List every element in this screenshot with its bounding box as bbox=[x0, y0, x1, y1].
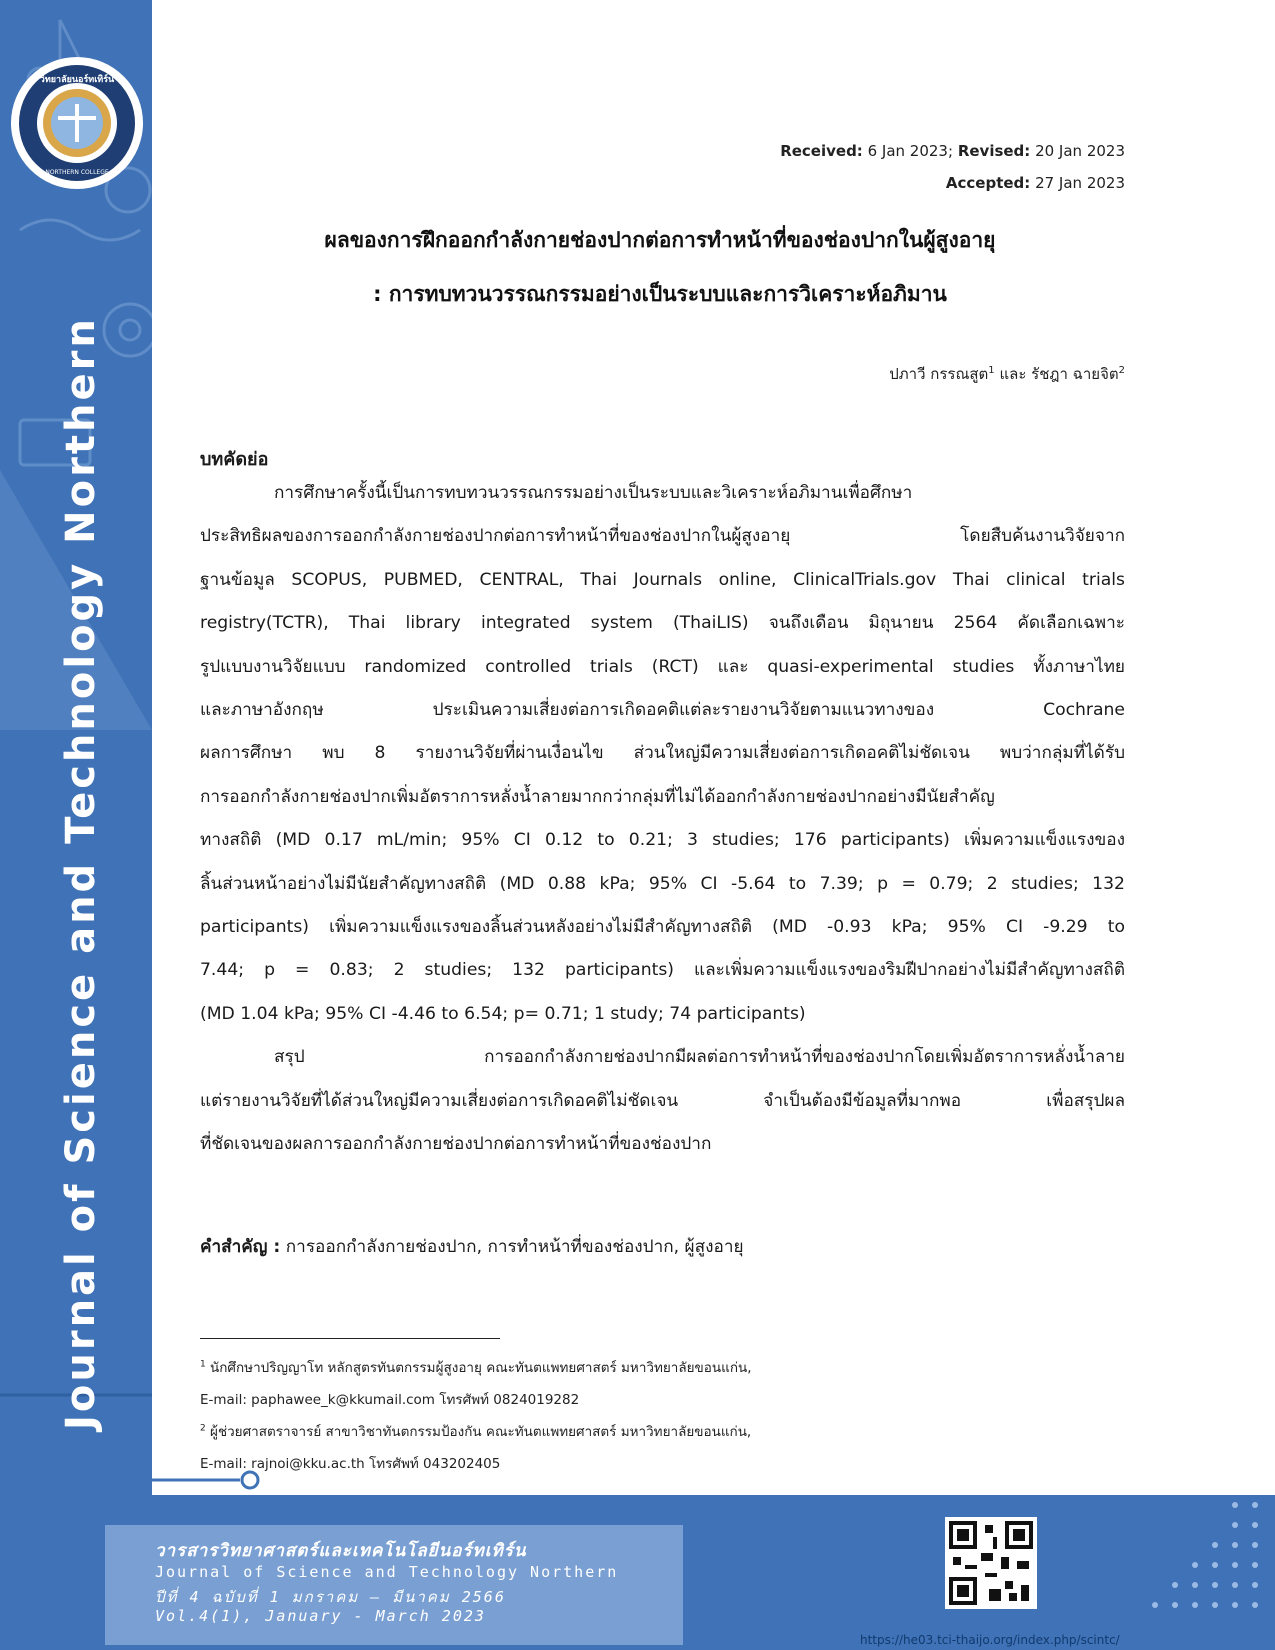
keywords-text: การออกกำลังกายช่องปาก, การทำหน้าที่ของช่องปาก, ผู้สูงอายุ bbox=[285, 1237, 744, 1257]
paper-title-line1: ผลของการฝึกออกกำลังกายช่องปากต่อการทำหน้าที่ของช่องปากในผู้สูงอายุ bbox=[324, 228, 996, 252]
received-date: 6 Jan 2023; bbox=[867, 142, 954, 160]
circuit-line-decor bbox=[0, 1460, 300, 1490]
footnote-1 bbox=[200, 1356, 752, 1378]
revised-label: Revised: bbox=[957, 142, 1031, 160]
abstract-line: การศึกษาครั้งนี้เป็นการทบทวนวรรณกรรมอย่างเป็นระบบและวิเคราะห์อภิมานเพื่อศึกษา bbox=[274, 483, 913, 503]
revised-date: 20 Jan 2023 bbox=[1035, 142, 1125, 160]
footnote-divider bbox=[200, 1338, 500, 1339]
abstract-line: ฐานข้อมูล SCOPUS, PUBMED, CENTRAL, Thai Journals online, ClinicalTrials.gov Thai clinical trials bbox=[200, 569, 1125, 590]
paper-title-line2: : การทบทวนวรรณกรรมอย่างเป็นระบบและการวิเคราะห์อภิมาน bbox=[373, 282, 947, 306]
abstract-line: (MD 1.04 kPa; 95% CI -4.46 to 6.54; p= 0.71; 1 study; 74 participants) bbox=[200, 1003, 806, 1024]
abstract-line: ผลการศึกษา พบ 8 รายงานวิจัยที่ผ่านเงื่อนไข ส่วนใหญ่มีความเสี่ยงต่อการเกิดอคติไม่ชัดเจน พบว่ากลุ่มที่ได้รับ bbox=[200, 743, 1125, 764]
abstract-heading: บทคัดย่อ bbox=[200, 449, 269, 470]
footnote-2-sup: 2 bbox=[200, 1423, 206, 1434]
abstract-line: และภาษาอังกฤษ ประเมินความเสี่ยงต่อการเกิดอคติแต่ละรายงานวิจัยตามแนวทางของ Cochrane bbox=[200, 700, 1125, 721]
abstract-line: registry(TCTR), Thai library integrated system (ThaiLIS) จนถึงเดือน มิถุนายน 2564 คัดเลือกเฉพาะ bbox=[200, 613, 1125, 634]
abstract-line: รูปแบบงานวิจัยแบบ randomized controlled trials (RCT) และ quasi-experimental studies ทั้งภาษาไทย bbox=[200, 656, 1125, 677]
footnote-2-text: ผู้ช่วยศาสตราจารย์ สาขาวิชาทันตกรรมป้องกัน คณะทันตแพทยศาสตร์ มหาวิทยาลัยขอนแก่น, bbox=[210, 1424, 752, 1440]
author-2: รัชฎา ฉายจิต bbox=[1031, 365, 1119, 383]
abstract-line: ทางสถิติ (MD 0.17 mL/min; 95% CI 0.12 to 0.21; 3 studies; 176 participants) เพิ่มความแข็งแรงของ bbox=[200, 830, 1125, 851]
keywords bbox=[200, 1232, 744, 1260]
received-label: Received: bbox=[780, 142, 863, 160]
dot-pattern-decor bbox=[1095, 1495, 1275, 1650]
conclusion-line: สรุป การออกกำลังกายช่องปากมีผลต่อการทำหน้าที่ของช่องปากโดยเพิ่มอัตราการหลั่งน้ำลาย bbox=[274, 1047, 1125, 1068]
conclusion-line: ที่ชัดเจนของผลการออกกำลังกายช่องปากต่อการทำหน้าที่ของช่องปาก bbox=[200, 1134, 712, 1155]
author-1-sup: 1 bbox=[988, 365, 995, 376]
author-1: ปภาวี กรรณสูต bbox=[889, 365, 989, 383]
college-logo bbox=[10, 56, 144, 190]
abstract-line: ประสิทธิผลของการออกกำลังกายช่องปากต่อการทำหน้าที่ของช่องปากในผู้สูงอายุ โดยสืบค้นงานวิจัยจาก bbox=[200, 526, 1125, 547]
footer-issue-english: Vol.4(1), January - March 2023 bbox=[155, 1607, 486, 1625]
conclusion-line: แต่รายงานวิจัยที่ได้ส่วนใหญ่มีความเสี่ยงต่อการเกิดอคติไม่ชัดเจน จำเป็นต้องมีข้อมูลที่มากพอ เพื่อสรุปผล bbox=[200, 1090, 1125, 1111]
keywords-label: คำสำคัญ : bbox=[200, 1237, 281, 1257]
abstract-line: participants) เพิ่มความแข็งแรงของลิ้นส่วนหลังอย่างไม่มีสำคัญทางสถิติ (MD -0.93 kPa; 95% CI -9.29 to bbox=[200, 917, 1125, 938]
footer-issue-thai: ปีที่ 4 ฉบับที่ 1 มกราคม – มีนาคม 2566 bbox=[155, 1588, 506, 1606]
sidebar-band bbox=[0, 0, 152, 1650]
logo-text-top: วิทยาลัยนอร์ทเทิร์น bbox=[39, 75, 115, 85]
journal-url-link[interactable]: https://he03.tci-thaijo.org/index.php/scintc/ bbox=[860, 1633, 1120, 1647]
abstract-body bbox=[200, 472, 1125, 1167]
footer-journal-thai: วารสารวิทยาศาสตร์และเทคโนโลยีนอร์ทเทิร์น bbox=[155, 1541, 527, 1561]
footer-journal-english: Journal of Science and Technology Northern bbox=[155, 1563, 619, 1581]
received-dates bbox=[780, 142, 1125, 160]
accepted-date: 27 Jan 2023 bbox=[1035, 174, 1125, 192]
footnote-2 bbox=[200, 1420, 751, 1442]
journal-vertical-title: Journal of Science and Technology Northern bbox=[58, 316, 104, 1430]
abstract-line: ลิ้นส่วนหน้าอย่างไม่มีนัยสำคัญทางสถิติ (MD 0.88 kPa; 95% CI -5.64 to 7.39; p = 0.79; 2 studies; 132 bbox=[200, 873, 1125, 894]
author-2-sup: 2 bbox=[1118, 365, 1125, 376]
accepted-date-line bbox=[946, 174, 1125, 192]
author-conjunction: และ bbox=[999, 365, 1027, 383]
author-line bbox=[889, 362, 1125, 386]
qr-code-icon[interactable] bbox=[945, 1517, 1037, 1609]
abstract-line: 7.44; p = 0.83; 2 studies; 132 participants) และเพิ่มความแข็งแรงของริมฝีปากอย่างไม่มีสำคัญทางสถิติ bbox=[200, 960, 1125, 981]
footnote-2-email: E-mail: rajnoi@kku.ac.th โทรศัพท์ 043202405 bbox=[200, 1456, 501, 1472]
accepted-label: Accepted: bbox=[945, 174, 1031, 192]
footnote-1-text: นักศึกษาปริญญาโท หลักสูตรทันตกรรมผู้สูงอายุ คณะทันตแพทยศาสตร์ มหาวิทยาลัยขอนแก่น, bbox=[210, 1360, 752, 1376]
logo-text-bottom: NORTHERN COLLEGE bbox=[45, 169, 109, 176]
footnote-1-sup: 1 bbox=[200, 1359, 206, 1370]
abstract-line: การออกกำลังกายช่องปากเพิ่มอัตราการหลั่งน้ำลายมากกว่ากลุ่มที่ไม่ได้ออกกำลังกายช่องปากอย่างมีนัยสำคัญ bbox=[200, 786, 995, 807]
footer-band bbox=[0, 1495, 1275, 1650]
footnote-1-email: E-mail: paphawee_k@kkumail.com โทรศัพท์ 0824019282 bbox=[200, 1392, 580, 1408]
